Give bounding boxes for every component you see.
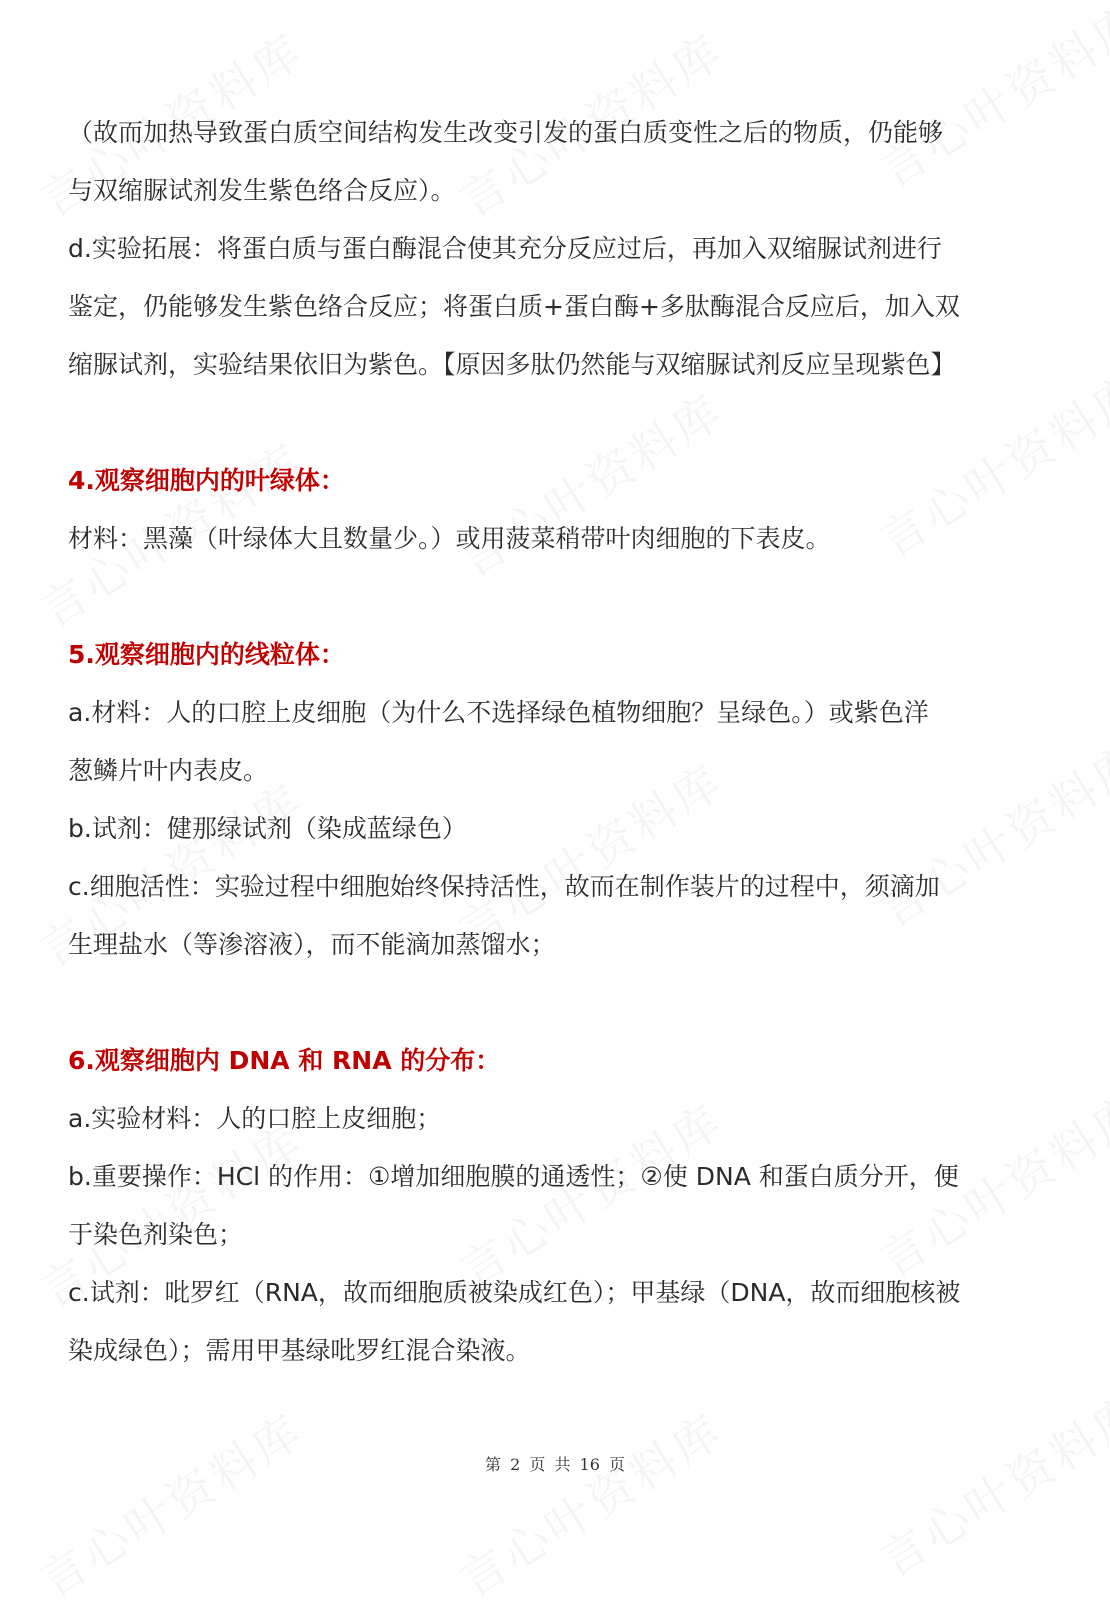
body-line: 生理盐水（等渗溶液），而不能滴加蒸馏水； bbox=[68, 930, 556, 959]
watermark-text bbox=[865, 1376, 1110, 1591]
body-line: a.材料：人的口腔上皮细胞（为什么不选择绿色植物细胞？呈绿色。）或紫色洋 bbox=[68, 698, 929, 727]
body-line: 材料：黑藻（叶绿体大且数量少。）或用菠菜稍带叶肉细胞的下表皮。 bbox=[68, 524, 831, 553]
body-line: b.重要操作：HCl 的作用：①增加细胞膜的通透性；②使 DNA 和蛋白质分开，便 bbox=[68, 1162, 959, 1191]
section-spacer bbox=[68, 974, 1043, 1032]
body-line: 与双缩脲试剂发生紫色络合反应）。 bbox=[68, 176, 456, 205]
document-body bbox=[68, 104, 1043, 1380]
body-line: c.试剂：吡罗红（RNA，故而细胞质被染成红色）；甲基绿（DNA，故而细胞核被 bbox=[68, 1278, 961, 1307]
section-spacer bbox=[68, 568, 1043, 626]
watermark-text bbox=[445, 1396, 734, 1610]
body-line: （故而加热导致蛋白质空间结构发生改变引发的蛋白质变性之后的物质，仍能够 bbox=[68, 118, 944, 147]
body-line: 葱鳞片叶内表皮。 bbox=[68, 756, 269, 785]
body-line: 于染色剂染色； bbox=[68, 1220, 244, 1249]
section-heading-mitochondria: 5.观察细胞内的线粒体： bbox=[68, 640, 345, 669]
section-heading-chloroplast: 4.观察细胞内的叶绿体： bbox=[68, 466, 345, 495]
body-line: c.细胞活性：实验过程中细胞始终保持活性，故而在制作装片的过程中，须滴加 bbox=[68, 872, 940, 901]
body-line: 染成绿色）；需用甲基绿吡罗红混合染液。 bbox=[68, 1336, 531, 1365]
body-line: d.实验拓展：将蛋白质与蛋白酶混合使其充分反应过后，再加入双缩脲试剂进行 bbox=[68, 234, 942, 263]
body-line: 鉴定，仍能够发生紫色络合反应；将蛋白质+蛋白酶+多肽酶混合反应后，加入双 bbox=[68, 292, 960, 321]
watermark-text bbox=[25, 1396, 314, 1610]
body-line: 缩脲试剂，实验结果依旧为紫色。【原因多肽仍然能与双缩脲试剂反应呈现紫色】 bbox=[68, 350, 956, 379]
body-line: a.实验材料：人的口腔上皮细胞； bbox=[68, 1104, 442, 1133]
page-number-footer: 第 2 页 共 16 页 bbox=[485, 1455, 625, 1474]
section-spacer bbox=[68, 394, 1043, 452]
body-line: b.试剂：健那绿试剂（染成蓝绿色） bbox=[68, 814, 467, 843]
section-heading-dna-rna: 6.观察细胞内 DNA 和 RNA 的分布： bbox=[68, 1046, 501, 1075]
